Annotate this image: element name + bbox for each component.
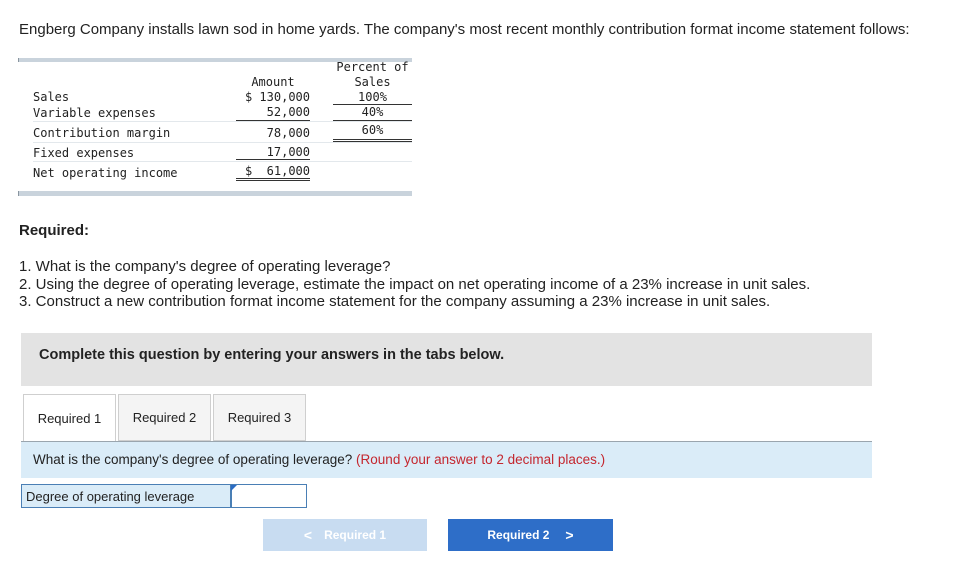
row-percent-variable-expenses: 40% xyxy=(361,105,384,119)
row-amount-net-operating-income: $ 61,000 xyxy=(244,164,310,178)
question-bar xyxy=(21,442,872,478)
row-label-net-operating-income: Net operating income xyxy=(33,166,178,180)
row-label-contribution-margin: Contribution margin xyxy=(33,126,171,140)
row-amount-contribution-margin: 78,000 xyxy=(266,126,310,140)
chevron-right-icon: > xyxy=(565,527,574,543)
intro-text: Engberg Company installs lawn sod in home yards. The company's most recent monthly contribution format income statement follows: xyxy=(19,21,910,38)
row-label-sales: Sales xyxy=(33,90,70,104)
row-percent-contribution-margin: 60% xyxy=(361,123,384,137)
required-item-3: 3. Construct a new contribution format income statement for the company assuming a 23% increase in unit sales. xyxy=(19,293,771,310)
prev-button[interactable] xyxy=(263,519,427,551)
percent-header-line2: Sales xyxy=(354,75,391,89)
row-label-fixed-expenses: Fixed expenses xyxy=(33,146,135,160)
amount-double-underline xyxy=(236,178,310,181)
next-button-label: Required 2 xyxy=(487,528,550,542)
instruction-text: Complete this question by entering your answers in the tabs below. xyxy=(39,347,505,363)
tab-required-1[interactable]: Required 1 xyxy=(23,394,116,442)
required-item-1: 1. What is the company's degree of operating leverage? xyxy=(19,258,391,275)
table-top-left-tick xyxy=(18,58,19,62)
tab-required-2[interactable]: Required 2 xyxy=(118,394,211,441)
question-hint: (Round your answer to 2 decimal places.) xyxy=(356,452,606,467)
row-amount-variable-expenses: 52,000 xyxy=(266,105,310,119)
income-statement-table xyxy=(18,58,412,196)
amount-underline-2 xyxy=(236,159,310,160)
instruction-box xyxy=(21,333,872,386)
row-label-variable-expenses: Variable expenses xyxy=(33,106,156,120)
question-text: What is the company's degree of operating leverage? xyxy=(33,452,353,467)
row-amount-fixed-expenses: 17,000 xyxy=(266,145,310,159)
tab-required-3[interactable]: Required 3 xyxy=(213,394,306,441)
required-item-2: 2. Using the degree of operating leverage, estimate the impact on net operating income of a 23% increase in unit sales. xyxy=(19,275,811,293)
row-amount-sales: $ 130,000 xyxy=(244,90,310,104)
degree-of-operating-leverage-input[interactable] xyxy=(231,484,307,508)
question-line xyxy=(33,452,605,467)
chevron-left-icon: < xyxy=(303,527,313,543)
required-title: Required: xyxy=(19,222,90,239)
degree-of-operating-leverage-label: Degree of operating leverage xyxy=(21,484,231,508)
input-corner-marker-icon xyxy=(231,485,237,491)
row-percent-sales: 100% xyxy=(358,90,387,104)
table-bottom-border xyxy=(18,191,412,196)
prev-button-label: Required 1 xyxy=(324,528,387,542)
percent-header-line1: Percent of xyxy=(336,60,409,74)
amount-header: Amount xyxy=(251,75,295,89)
next-button[interactable] xyxy=(448,519,613,551)
required-list xyxy=(19,258,810,311)
